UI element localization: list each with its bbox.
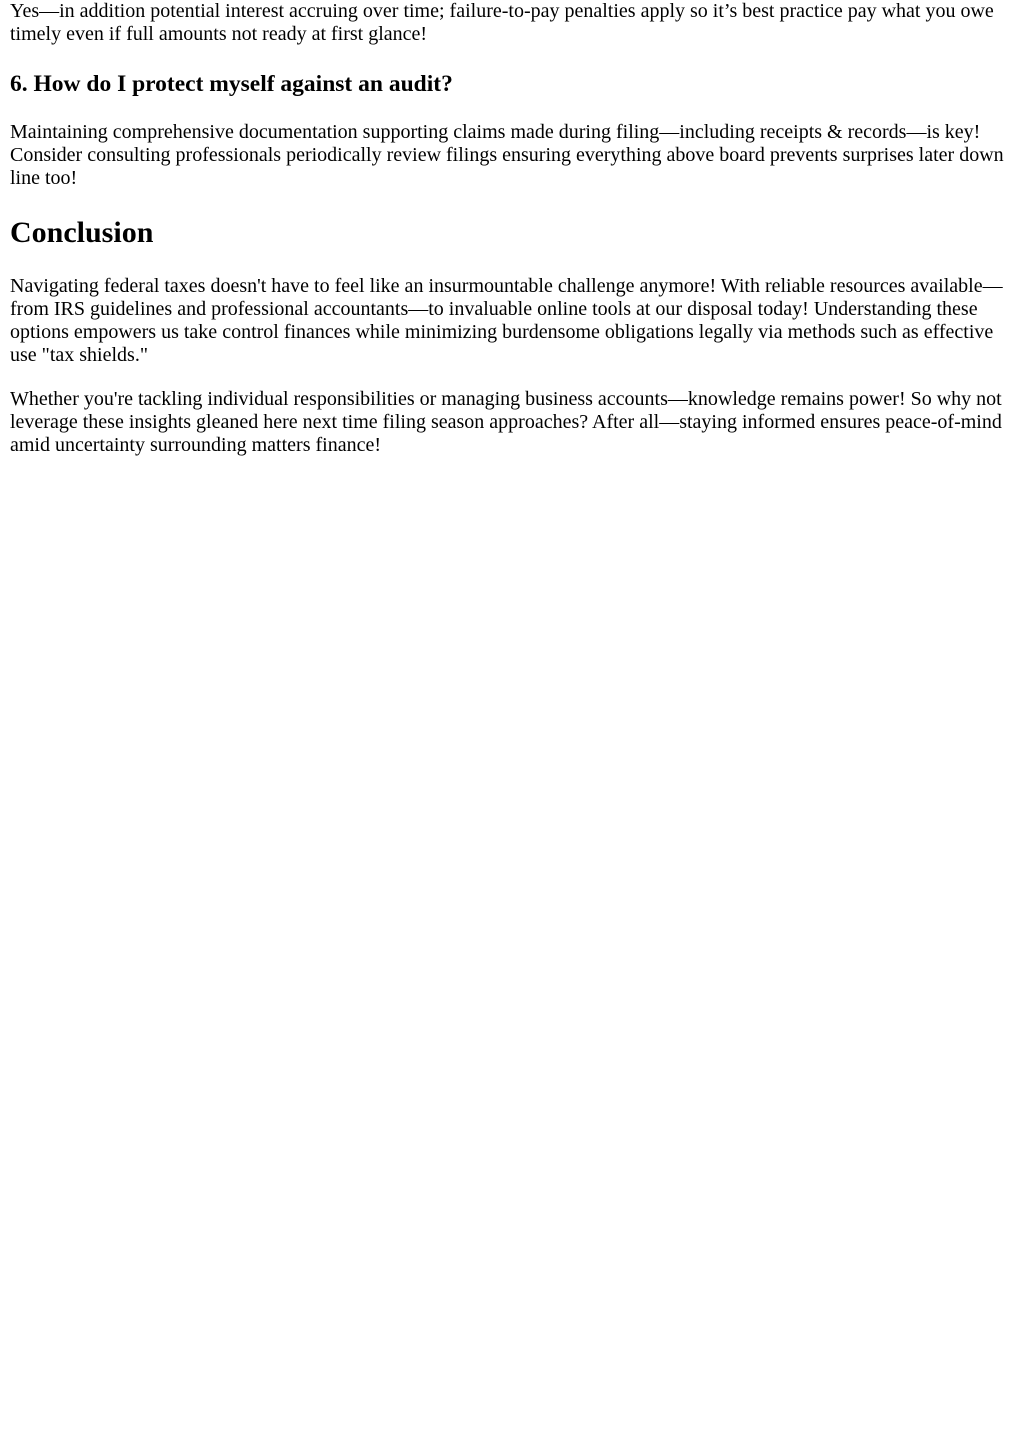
conclusion-paragraph-1: Navigating federal taxes doesn't have to feel like an insurmountable challenge anymore! With reliable resources available—from IRS guidelines and professional accountants—to invaluable online tools at our disposal today! Understanding these options empowers us take control finances while minimizing burdensome obligations legally via methods such as effective use "tax shields." <box>10 275 1003 366</box>
faq-answer-penalties: Yes—in addition potential interest accruing over time; failure-to-pay penalties apply so it’s best practice pay what you owe timely even if full amounts not ready at first glance! <box>10 0 994 45</box>
conclusion-heading: Conclusion <box>10 216 154 249</box>
faq-answer-audit: Maintaining comprehensive documentation supporting claims made during filing—including receipts & records—is key! Consider consulting professionals periodically review filings ensuring everything above board prevents surprises later down line too! <box>10 121 1004 189</box>
article-body <box>10 0 1014 457</box>
conclusion-paragraph-2: Whether you're tackling individual responsibilities or managing business accounts—knowledge remains power! So why not leverage these insights gleaned here next time filing season approaches? After all—staying informed ensures peace-of-mind amid uncertainty surrounding matters finance! <box>10 388 1002 456</box>
faq-question-audit: 6. How do I protect myself against an audit? <box>10 71 453 97</box>
